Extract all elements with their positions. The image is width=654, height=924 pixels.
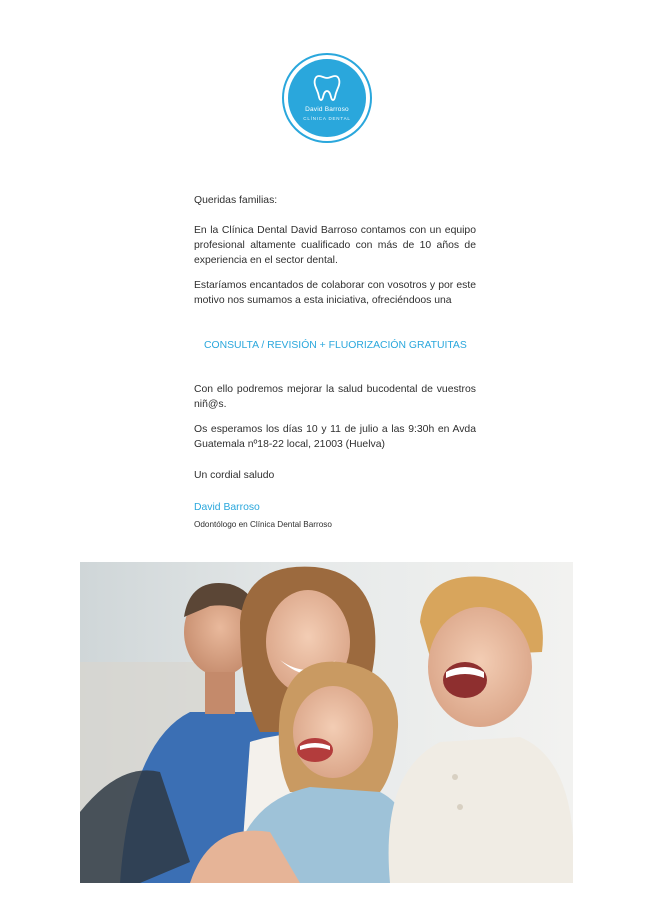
greeting: Queridas familias: [194,195,278,206]
photo-illustration [80,562,573,883]
signature-title: Odontólogo en Clínica Dental Barroso [194,520,332,529]
paragraph-appointment: Os esperamos los días 10 y 11 de julio a las 9:30h en Avda Guatemala nº18-22 local, 21003 (Huelva) [194,424,476,451]
logo-badge [288,59,366,137]
paragraph-benefit: Con ello podremos mejorar la salud bucodental de vuestros niñ@s. [194,384,476,411]
paragraph-collaboration: Estaríamos encantados de colaborar con vosotros y por este motivo nos sumamos a esta iniciativa, ofreciéndoos una [194,280,476,307]
family-laughing-photo [80,562,573,883]
logo-name: David Barroso [305,106,349,113]
tooth-icon [313,73,341,103]
signature-name: David Barroso [194,502,260,513]
closing: Un cordial saludo [194,470,275,481]
paragraph-intro: En la Clínica Dental David Barroso contamos con un equipo profesional altamente cualificado con más de 10 años de experiencia en el sector dental. [194,225,476,267]
logo-subtitle: CLÍNICA DENTAL [303,116,351,121]
offer-highlight: CONSULTA / REVISIÓN + FLUORIZACIÓN GRATUITAS [204,340,467,351]
clinic-logo [282,53,372,143]
